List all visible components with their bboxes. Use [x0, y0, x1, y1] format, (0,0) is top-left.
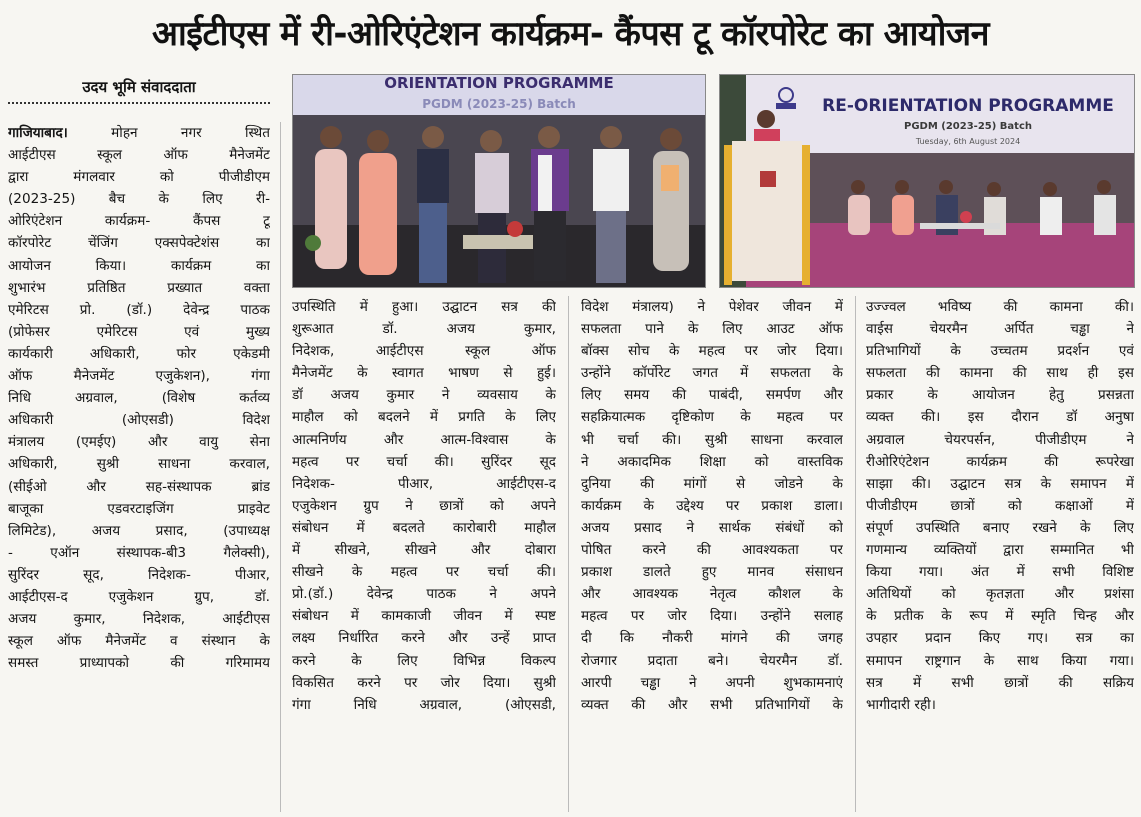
column-line: अजय प्रसाद ने सार्थक संबंधों को [581, 519, 843, 536]
column-text: मोहन नगर स्थित [67, 125, 270, 141]
article-column-3 [581, 296, 843, 716]
column-line: महत्व पर जोर दिया। उन्होंने सलाह [581, 608, 843, 625]
column-line: बॉक्स सोच के महत्व पर जोर दिया। [581, 343, 843, 360]
column-line: दुनिया की मांगों से जोडने के [581, 475, 843, 492]
column-line: ने अकादमिक शिक्षा को वास्तविक [581, 453, 843, 470]
column-line: उपस्थिति में हुआ। उद्घाटन सत्र की [292, 299, 556, 315]
column-line: निदेशक, आईटीएस स्कूल ऑफ [292, 343, 556, 360]
column-line: निधि अग्रवाल, (विशेष कर्तव्य [8, 390, 270, 407]
column-line: अधिकारी (ओएसडी) विदेश [8, 412, 270, 429]
column-line: करने के लिए विभिन्न विकल्प [292, 652, 556, 669]
column-line: संबोधन में बदलते कारोबारी माहौल [292, 519, 556, 536]
article-column-1 [8, 122, 270, 674]
column-line: साझा की। उद्घाटन सत्र के समापन में [866, 475, 1134, 492]
column-line: लिए समय की पाबंदी, समर्पण और [581, 387, 843, 404]
column-line [8, 122, 270, 144]
column-line: दी कि नौकरी मांगने की जगह [581, 630, 843, 647]
column-line: निदेशक- पीआर, आईटीएस-द [292, 475, 556, 492]
column-line: सफलता की कामना की साथ ही इस [866, 365, 1134, 382]
column-line: (2023-25) बैच के लिए री- [8, 191, 270, 208]
column-line: एजुकेशन ग्रुप ने छात्रों को अपने [292, 497, 556, 514]
column-line: द्वारा मंगलवार को पीजीडीएम [8, 169, 270, 186]
column-line: लक्ष्य निर्धारित करने और उन्हें प्राप्त [292, 630, 556, 647]
column-line: सीखने के महत्व पर चर्चा की। [292, 564, 556, 581]
column-line: सुरिंदर सूद, निदेशक- पीआर, [8, 566, 270, 583]
column-line: आईटीएस स्कूल ऑफ मैनेजमेंट [8, 147, 270, 164]
column-line: मैनेजमेंट के स्वागत भाषण से हुई। [292, 365, 556, 382]
column-line: (प्रोफेसर एमेरिटस एवं मुख्य [8, 323, 270, 340]
group-photo [292, 74, 706, 288]
column-line: आयोजन किया। कार्यक्रम का [8, 257, 270, 274]
column-line: रीओरिएंटेशन कार्यक्रम की रूपरेखा [866, 453, 1134, 470]
column-line: बाजूका एडवरटाइजिंग प्राइवेट [8, 500, 270, 517]
column-line: संबोधन में कामकाजी जीवन में स्पष्ट [292, 608, 556, 625]
column-rule-2 [568, 296, 569, 812]
column-line: अतिथियों को कृतज्ञता और प्रशंसा [866, 586, 1134, 603]
column-line: समस्त प्राध्यापको की गरिमामय [8, 655, 270, 672]
column-line: पोषित करने की आवश्यकता पर [581, 542, 843, 559]
column-line: पीजीडीएम छात्रों को कक्षाओं में [866, 497, 1134, 514]
column-line: (सीईओ और सह-संस्थापक ब्रांड [8, 478, 270, 495]
stage-photo-image [720, 75, 1134, 287]
column-line: भी चर्चा की। सुश्री साधना करवाल [581, 431, 843, 448]
column-line: व्यक्त की। इस दौरान डॉ अनुषा [866, 409, 1134, 426]
column-line: संपूर्ण उपस्थिति बनाए रखने के लिए [866, 519, 1134, 536]
column-line: और आवश्यक नेतृत्व कौशल के [581, 586, 843, 603]
banner-batch: PGDM (2023-25) Batch [904, 121, 1032, 132]
banner-date: Tuesday, 6th August 2024 [915, 137, 1021, 146]
byline: उदय भूमि संवाददाता [8, 72, 270, 104]
column-line: किया गया। अंत में सभी विशिष्ट [866, 564, 1134, 581]
column-line: लिमिटेड), अजय प्रसाद, (उपाध्यक्ष [8, 522, 270, 539]
column-line: शुरूआत डॉ. अजय कुमार, [292, 321, 556, 338]
column-line: डॉ अजय कुमार ने व्यवसाय के [292, 387, 556, 404]
column-line: समापन राष्ट्रगान के साथ किया गया। [866, 652, 1134, 669]
banner-line2: PGDM (2023-25) Batch [422, 97, 576, 111]
column-line: ऑफ मैनेजमेंट एजुकेशन), गंगा [8, 368, 270, 385]
column-line: महत्व पर चर्चा की। सुरिंदर सूद [292, 453, 556, 470]
column-line: गणमान्य व्यक्तियों द्वारा सम्मानित भी [866, 542, 1134, 559]
column-line: रोजगार प्रदाता बने। चेयरमैन डॉ. [581, 652, 843, 669]
column-line: स्कूल ऑफ मैनेजमेंट व संस्थान के [8, 633, 270, 650]
column-line: उन्होंने कॉर्पोरेट जगत में सफलता के [581, 365, 843, 382]
dateline: गाजियाबाद। [8, 125, 68, 141]
column-line: व्यक्त की और सभी प्रतिभागियों के [581, 696, 843, 713]
column-line: अग्रवाल चेयरपर्सन, पीजीडीएम ने [866, 431, 1134, 448]
stage-photo [719, 74, 1135, 288]
headline: आईटीएस में री-ओरिएंटेशन कार्यक्रम- कैंपस टू कॉरपोरेट का आयोजन [152, 14, 989, 54]
column-line: कार्यक्रम के उद्देश्य पर प्रकाश डाला। [581, 497, 843, 514]
column-line: में सीखने, सीखने और दोबारा [292, 542, 556, 559]
column-line: उपहार प्रदान किए गए। सत्र का [866, 630, 1134, 647]
group-photo-image [293, 75, 705, 287]
column-line: आत्मनिर्णय और आत्म-विश्वास के [292, 431, 556, 448]
column-rule-3 [855, 296, 856, 812]
column-line: प्रो.(डॉ.) देवेन्द्र पाठक ने अपने [292, 586, 556, 603]
column-line: शुभारंभ प्रतिष्ठित प्रख्यात वक्ता [8, 279, 270, 296]
column-line: गंगा निधि अग्रवाल, (ओएसडी, [292, 696, 556, 713]
column-line: आरपी चड्ढा ने अपनी शुभकामनाएं [581, 674, 843, 691]
column-line: अधिकारी, सुश्री साधना करवाल, [8, 456, 270, 473]
column-line: आईटीएस-द एजुकेशन ग्रुप, डॉ. [8, 588, 270, 605]
column-line: माहौल को बदलने में प्रगति के लिए [292, 409, 556, 426]
banner-title: RE-ORIENTATION PROGRAMME [822, 96, 1114, 116]
column-line: सत्र में सभी छात्रों की सक्रिय [866, 674, 1134, 691]
column-line: अजय कुमार, निदेशक, आईटीएस [8, 611, 270, 628]
column-rule-1 [280, 122, 281, 812]
column-line: एमेरिटस प्रो. (डॉ.) देवेन्द्र पाठक [8, 301, 270, 318]
article-column-2 [292, 296, 556, 716]
column-line: ओरिएंटेशन कार्यक्रम- कैंपस टू [8, 213, 270, 230]
column-line: भागीदारी रही। [866, 696, 936, 713]
column-line: कॉरपोरेट चेंजिंग एक्सपेक्टेशंस का [8, 235, 270, 252]
article-column-4 [866, 296, 1134, 716]
column-line: कार्यकारी अधिकारी, फोर एकेडमी [8, 345, 270, 362]
column-line: प्रतिभागियों के उच्चतम प्रदर्शन एवं [866, 343, 1134, 360]
column-line: प्रकार के आयोजन हेतु प्रसन्नता [866, 387, 1134, 404]
column-line: के प्रतीक के रूप में स्मृति चिन्ह और [866, 608, 1134, 625]
column-line: उज्ज्वल भविष्य की कामना की। [866, 299, 1134, 315]
column-line: प्रकाश डालते हुए मानव संसाधन [581, 564, 843, 581]
banner-line1: ORIENTATION PROGRAMME [384, 75, 614, 92]
column-line: सफलता पाने के लिए आउट ऑफ [581, 321, 843, 338]
column-line: मंत्रालय (एमईए) और वायु सेना [8, 434, 270, 451]
column-line: - एऑन संस्थापक-बी3 गैलेक्सी), [8, 544, 270, 561]
column-line: विकसित करने पर जोर दिया। सुश्री [292, 674, 556, 691]
column-line: सहक्रियात्मक दृष्टिकोण के महत्व पर [581, 409, 843, 426]
column-line: विदेश मंत्रालय) ने पेशेवर जीवन में [581, 299, 843, 315]
column-line: वाईस चेयरमैन अर्पित चड्ढा ने [866, 321, 1134, 338]
